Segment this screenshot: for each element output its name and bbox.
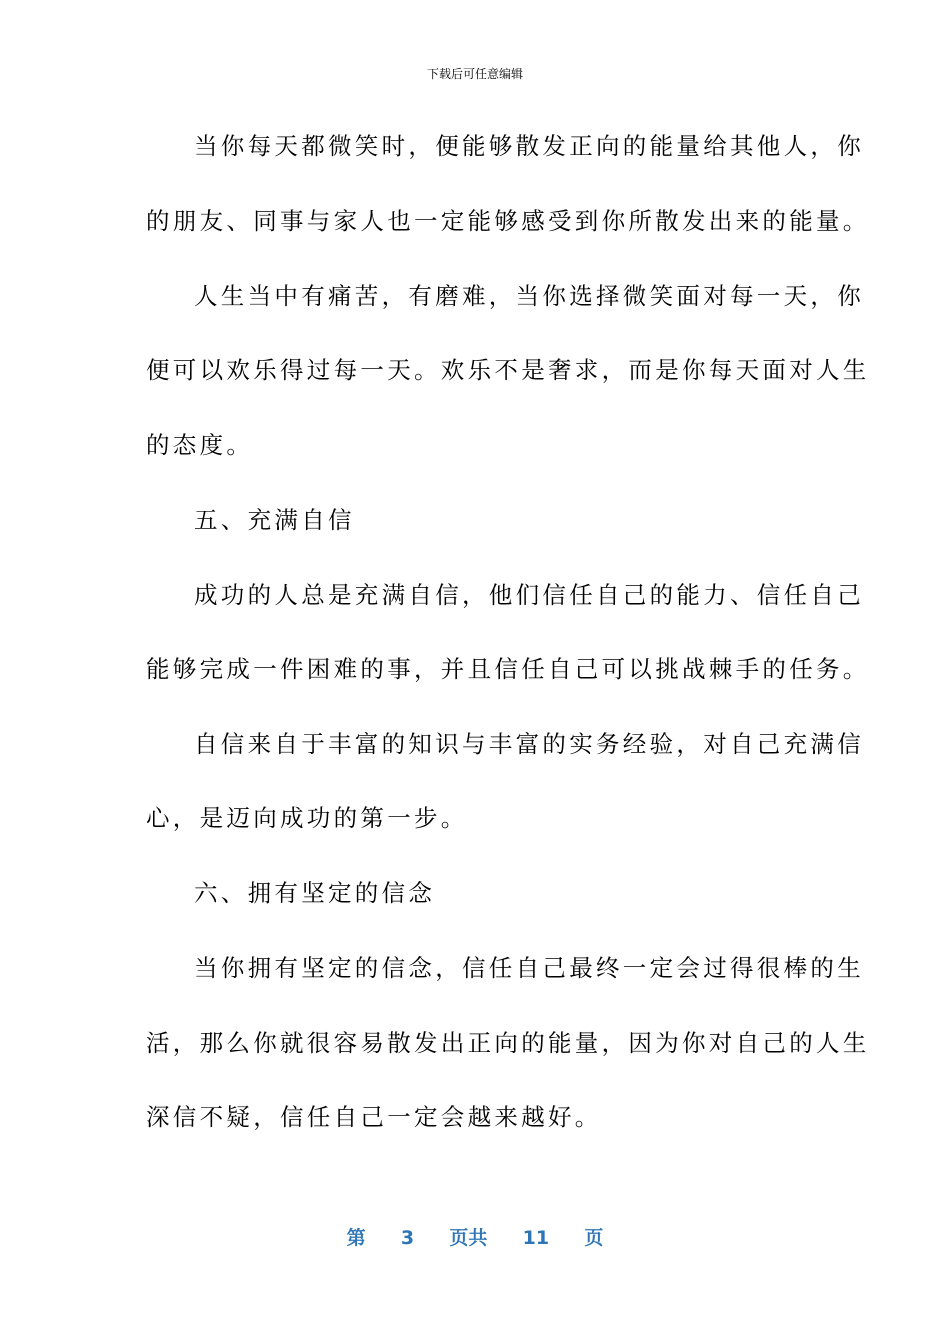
section-heading: 六、拥有坚定的信念 (194, 879, 436, 907)
paragraph-line: 自信来自于丰富的知识与丰富的实务经验，对自己充满信 (194, 730, 864, 758)
paragraph-line: 的态度。 (146, 431, 254, 459)
page-label-suffix: 页 (584, 1227, 604, 1249)
page-header: 下载后可任意编辑 (426, 67, 523, 81)
page-label-mid: 页共 (449, 1227, 488, 1249)
section-heading: 五、充满自信 (194, 506, 355, 534)
paragraph-line: 活，那么你就很容易散发出正向的能量，因为你对自己的人生 (146, 1029, 870, 1057)
paragraph-line: 的朋友、同事与家人也一定能够感受到你所散发出来的能量。 (146, 207, 870, 235)
page-footer (0, 1226, 950, 1250)
paragraph-line: 成功的人总是充满自信，他们信任自己的能力、信任自己 (194, 581, 864, 609)
total-pages-number: 11 (522, 1227, 550, 1249)
page-label-prefix: 第 (346, 1227, 366, 1249)
current-page-number: 3 (400, 1227, 415, 1249)
paragraph-line: 当你拥有坚定的信念，信任自己最终一定会过得很棒的生 (194, 954, 864, 982)
paragraph-line: 当你每天都微笑时，便能够散发正向的能量给其他人，你 (194, 132, 864, 160)
paragraph-line: 人生当中有痛苦，有磨难，当你选择微笑面对每一天，你 (194, 282, 864, 310)
paragraph-line: 心，是迈向成功的第一步。 (146, 804, 468, 832)
paragraph-line: 便可以欢乐得过每一天。欢乐不是奢求，而是你每天面对人生 (146, 356, 870, 384)
paragraph-line: 深信不疑，信任自己一定会越来越好。 (146, 1103, 602, 1131)
paragraph-line: 能够完成一件困难的事，并且信任自己可以挑战棘手的任务。 (146, 655, 870, 683)
